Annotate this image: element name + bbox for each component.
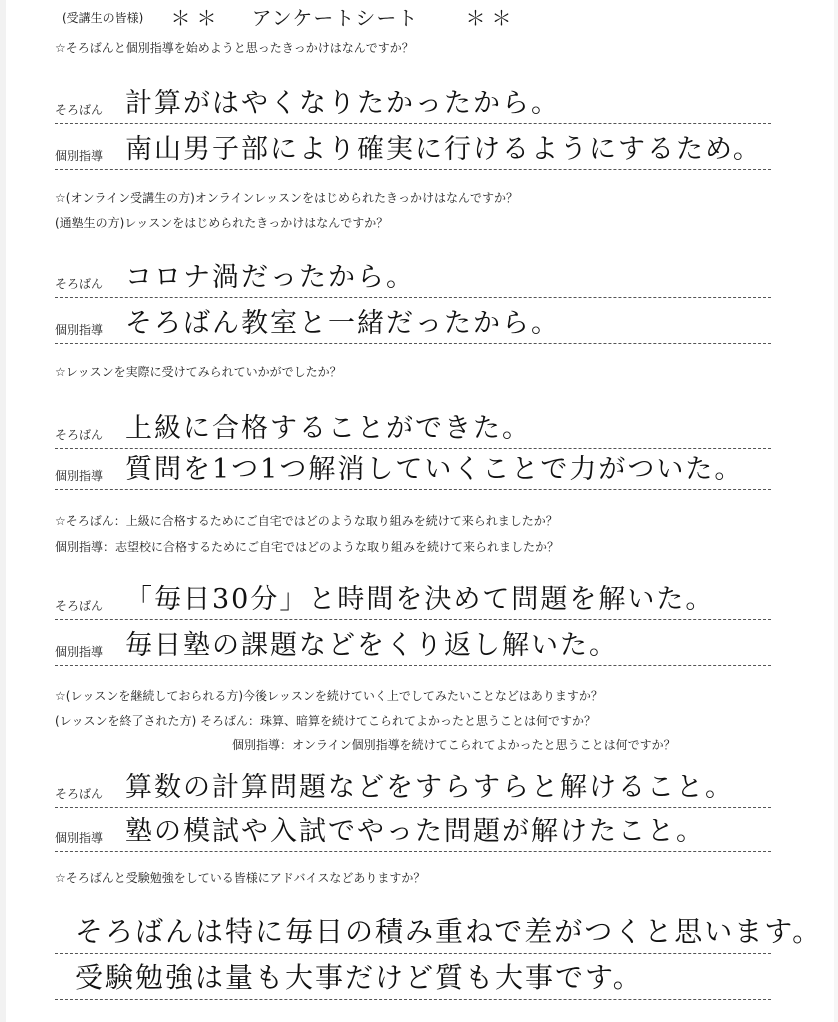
header-subtitle: (受講生の皆様) [62,11,144,25]
dotted-rule [55,953,771,954]
question-5c: 個別指導：オンライン個別指導を続けてこられてよかったと思うことは何ですか？ [232,738,676,752]
handwritten-answer: 「毎日30分」と時間を決めて問題を解いた。 [125,584,715,615]
handwritten-answer: 計算がはやくなりたかったから。 [125,88,560,119]
question-5b: (レッスンを終了された方) そろばん：珠算、暗算を続けてこられてよかったと思うことは何ですか？ [55,714,597,728]
dotted-rule [55,807,771,808]
question-3: ☆レッスンを実際に受けてみられていかがでしたか？ [55,365,342,379]
answer-row-q5-soroban [55,766,771,804]
row-label-kobetsu: 個別指導 [55,645,104,659]
question-2b: (通塾生の方)レッスンをはじめられたきっかけはなんですか？ [55,216,389,230]
dotted-rule [55,343,771,344]
dotted-rule [55,297,771,298]
handwritten-answer: 塾の模試や入試でやった問題が解けたこと。 [125,816,705,847]
scan-left-edge [0,0,6,1022]
dotted-rule [55,169,771,170]
handwritten-answer: 上級に合格することができた。 [125,413,531,444]
row-label-kobetsu: 個別指導 [55,323,104,337]
question-2a: ☆(オンライン受講生の方)オンラインレッスンをはじめられたきっかけはなんですか？ [55,191,518,205]
row-label-soroban: そろばん [55,428,104,442]
row-label-soroban: そろばん [55,103,104,117]
row-label-soroban: そろばん [55,599,104,613]
answer-row-q5-kobetsu [55,810,771,848]
question-4b: 個別指導：志望校に合格するためにご自宅ではどのような取り組みを続けて来られましたか？ [55,540,560,554]
header-stars-right: ＊＊ [465,6,518,30]
answer-row-q1-soroban [55,84,771,120]
dotted-rule [55,665,771,666]
row-label-kobetsu: 個別指導 [55,469,104,483]
question-4a: ☆そろばん：上級に合格するためにご自宅ではどのような取り組みを続けて来られましたか？ [55,514,558,528]
dotted-rule [55,123,771,124]
answer-row-q2-soroban [55,254,771,294]
header-stars-left: ＊＊ [170,6,223,30]
handwritten-answer: そろばんは特に毎日の積み重ねで差がつくと思います。 [75,915,823,948]
handwritten-answer: 毎日塾の課題などをくり返し解いた。 [125,630,618,661]
answer-row-q4-soroban [55,578,771,616]
question-5a: ☆(レッスンを継続しておられる方)今後レッスンを続けていく上でしてみたいことなどはありますか？ [55,689,603,703]
handwritten-answer: 質問を1つ1つ解消していくことで力がついた。 [125,454,744,485]
sheet-header [62,2,517,28]
row-label-soroban: そろばん [55,787,104,801]
dotted-rule [55,619,771,620]
answer-row-q6-line2 [55,956,771,996]
answer-row-q4-kobetsu [55,624,771,662]
handwritten-answer: そろばん教室と一緒だったから。 [125,308,560,339]
answer-row-q6-line1 [55,910,823,950]
handwritten-answer: 南山男子部により確実に行けるようにするため。 [125,134,762,165]
handwritten-answer: 算数の計算問題などをすらすらと解けること。 [125,772,734,803]
header-title: アンケートシート [251,6,419,30]
scan-right-edge [834,0,838,1022]
answer-row-q3-soroban [55,407,771,445]
question-6: ☆そろばんと受験勉強をしている皆様にアドバイスなどありますか？ [55,871,426,885]
dotted-rule [55,851,771,852]
row-label-kobetsu: 個別指導 [55,149,104,163]
row-label-kobetsu: 個別指導 [55,831,104,845]
question-1: ☆そろばんと個別指導を始めようと思ったきっかけはなんですか？ [55,41,414,55]
answer-row-q1-kobetsu [55,130,771,166]
row-label-soroban: そろばん [55,277,104,291]
answer-row-q2-kobetsu [55,304,771,340]
answer-row-q3-kobetsu [55,450,771,486]
handwritten-answer: 受験勉強は量も大事だけど質も大事です。 [75,961,643,994]
handwritten-answer: コロナ渦だったから。 [125,262,415,293]
dotted-rule [55,999,771,1000]
dotted-rule [55,489,771,490]
